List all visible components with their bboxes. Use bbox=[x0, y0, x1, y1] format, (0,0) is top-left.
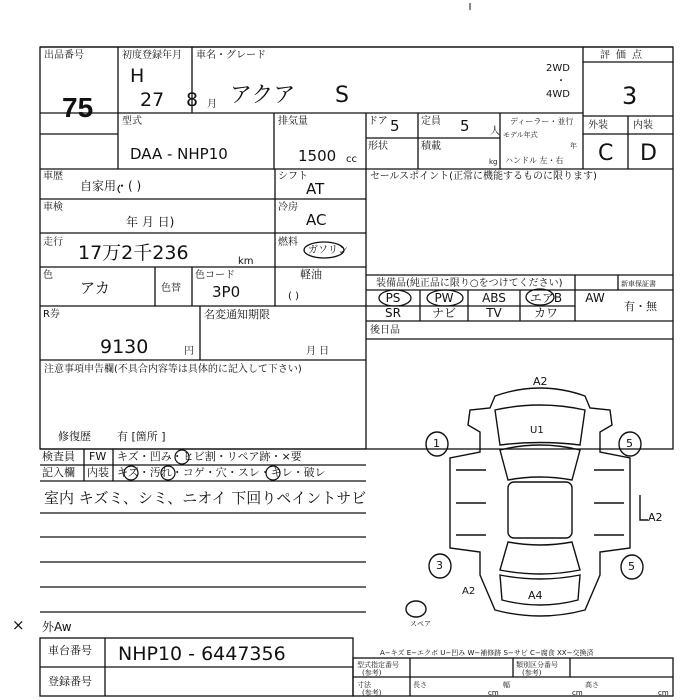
color-change-label: 色替 bbox=[161, 283, 181, 294]
car-grade-value: S bbox=[335, 83, 349, 108]
displacement-value: 1500 bbox=[298, 147, 337, 165]
fuel-gas: ガソリン bbox=[308, 245, 348, 256]
model-value: DAA - NHP10 bbox=[130, 145, 228, 163]
dims-label: 寸法 bbox=[357, 681, 371, 689]
reg-year-value: 27 bbox=[140, 89, 165, 111]
inspection-label: 車検 bbox=[43, 202, 63, 213]
reg-era: H bbox=[130, 65, 145, 87]
inspection-value: 年 月 日) bbox=[126, 215, 175, 229]
inspector-remarks: 室内 キズミ、シミ、ニオイ 下回りペイントサビ bbox=[44, 489, 367, 507]
height-unit: cm bbox=[658, 689, 669, 697]
repair-history-value: 有 [箇所 ] bbox=[117, 430, 166, 443]
model-year-unit: 年 bbox=[570, 142, 577, 150]
equip-ps: PS bbox=[385, 291, 401, 305]
mark-a2-side: A2 bbox=[648, 511, 663, 524]
damage-legend: A−キズ E−エクボ U−凹み W−補修跡 S−サビ C−腐食 XX−交換済 bbox=[380, 649, 594, 657]
reg-month-unit: 月 bbox=[207, 99, 217, 110]
chassis-value: NHP10 - 6447356 bbox=[118, 643, 286, 665]
height-label: 高さ bbox=[585, 681, 599, 689]
length-unit: cm bbox=[488, 689, 499, 697]
equip-navi: ナビ bbox=[431, 306, 456, 320]
color-value: アカ bbox=[80, 279, 110, 297]
exterior-label: 外装 bbox=[588, 120, 608, 131]
width-unit: cm bbox=[572, 689, 583, 697]
wheel-rear-left: 3 bbox=[436, 559, 443, 572]
ac-value: AC bbox=[306, 211, 327, 229]
load-label: 積載 bbox=[421, 141, 441, 152]
inspector-entry-label: 記入欄 bbox=[42, 466, 75, 479]
x-mark: × bbox=[12, 616, 25, 634]
notes-label: 注意事項申告欄(不具合内容等は具体的に記入して下さい) bbox=[44, 364, 302, 375]
chassis-label: 車台番号 bbox=[48, 644, 92, 657]
spec-number-label: 型式指定番号 bbox=[357, 661, 399, 669]
class-ref: (参考) bbox=[522, 669, 542, 677]
interior-label: 内装 bbox=[633, 120, 653, 131]
capacity-value: 5 bbox=[460, 117, 470, 135]
naiso-label: 内装 bbox=[87, 466, 109, 479]
tax-notice-label: 名変通知期限 bbox=[204, 308, 270, 321]
car-name-label: 車名・グレード bbox=[196, 50, 266, 61]
grade-score-value: 3 bbox=[622, 82, 638, 110]
displacement-label: 排気量 bbox=[278, 116, 308, 127]
equip-pw: PW bbox=[434, 291, 454, 305]
wheel-front-left: 1 bbox=[433, 437, 440, 450]
equip-leather: カワ bbox=[533, 306, 558, 320]
fuel-other: ( ) bbox=[288, 291, 299, 302]
stamp-mark: 外Aw bbox=[42, 620, 72, 634]
reg-year-label: 初度登録年月 bbox=[122, 50, 182, 61]
recycle-label: R券 bbox=[43, 309, 60, 320]
interior-value: D bbox=[640, 141, 657, 166]
doors-label: ドア bbox=[368, 116, 388, 127]
grade-score-label: 評価点 bbox=[600, 50, 648, 61]
equip-tv: TV bbox=[486, 306, 502, 320]
wheel-rear-right: 5 bbox=[628, 560, 635, 573]
warranty-label: 新車保証書 bbox=[621, 280, 656, 288]
fuel-label: 燃料 bbox=[278, 237, 298, 248]
inspector-label: 検査員 bbox=[42, 450, 75, 463]
tax-notice-value: 月 日 bbox=[306, 346, 330, 357]
sales-point-label: セールスポイント(正常に機能するものに限ります) bbox=[370, 171, 597, 182]
capacity-label: 定員 bbox=[421, 116, 441, 127]
reg-no-label: 登録番号 bbox=[48, 675, 92, 688]
capacity-unit: 人 bbox=[490, 126, 500, 137]
dims-ref: (参考) bbox=[362, 689, 382, 697]
recycle-unit: 円 bbox=[184, 346, 194, 357]
load-unit: kg bbox=[489, 158, 498, 166]
width-label: 幅 bbox=[503, 681, 510, 689]
recycle-value: 9130 bbox=[100, 336, 149, 358]
mileage-unit: km bbox=[238, 256, 254, 267]
spec-ref: (参考) bbox=[362, 669, 382, 677]
repair-history: 修復歴 bbox=[58, 430, 91, 443]
handle-label: ハンドル 左・右 bbox=[505, 156, 564, 165]
model-label: 型式 bbox=[122, 116, 142, 127]
color-label: 色 bbox=[43, 270, 53, 281]
fw-label: FW bbox=[89, 450, 107, 463]
equip-abs: ABS bbox=[482, 291, 506, 305]
color-code-label: 色コード bbox=[195, 270, 235, 281]
dealer-label: ディーラー・並行 bbox=[510, 117, 574, 126]
shape-label: 形状 bbox=[368, 141, 388, 152]
exterior-defects: キズ・凹み・ヒビ割・リペア跡・×要 bbox=[117, 450, 302, 463]
history-value: 自家用・( ) bbox=[80, 179, 142, 193]
color-code-value: 3P0 bbox=[212, 283, 241, 301]
displacement-unit: cc bbox=[346, 154, 357, 165]
doors-value: 5 bbox=[390, 117, 400, 135]
mark-a2-front: A2 bbox=[533, 375, 548, 388]
mark-a2-rear: A2 bbox=[462, 586, 476, 597]
ac-label: 冷房 bbox=[278, 202, 298, 213]
mileage-label: 走行 bbox=[43, 237, 63, 248]
fuel-diesel: 軽油 bbox=[300, 268, 322, 281]
history-label: 車歴 bbox=[43, 171, 63, 182]
reg-month-value: 8 bbox=[186, 89, 199, 111]
mark-u1: U1 bbox=[530, 425, 544, 436]
equip-airbag: エアB bbox=[529, 291, 563, 305]
class-number-label: 類別区分番号 bbox=[516, 661, 558, 669]
warranty-value: 有・無 bbox=[624, 300, 657, 313]
model-year-label: モデル年式 bbox=[503, 131, 538, 139]
car-name-value: アクア bbox=[230, 83, 296, 108]
mark-a4: A4 bbox=[528, 589, 543, 602]
drive-4wd: 4WD bbox=[546, 89, 570, 100]
drive-dot: ・ bbox=[556, 76, 566, 87]
shift-value: AT bbox=[306, 180, 325, 198]
mileage-value: 17万2千236 bbox=[78, 242, 189, 264]
lot-number: 75 bbox=[62, 92, 94, 123]
drive-2wd: 2WD bbox=[546, 63, 570, 74]
wheel-front-right: 5 bbox=[626, 437, 633, 450]
interior-defects: キズ・汚れ・コゲ・穴・スレ・キレ・破レ bbox=[117, 466, 326, 479]
retrofit-label: 後日品 bbox=[370, 325, 400, 336]
equip-aw: AW bbox=[585, 291, 605, 305]
spare-label: スペア bbox=[410, 620, 431, 628]
lot-label: 出品番号 bbox=[44, 50, 84, 61]
shift-label: シフト bbox=[278, 171, 308, 182]
equipment-label: 装備品(純正品に限り○をつけてください) bbox=[376, 278, 563, 289]
exterior-value: C bbox=[598, 141, 614, 166]
equip-sr: SR bbox=[385, 306, 401, 320]
length-label: 長さ bbox=[413, 681, 427, 689]
